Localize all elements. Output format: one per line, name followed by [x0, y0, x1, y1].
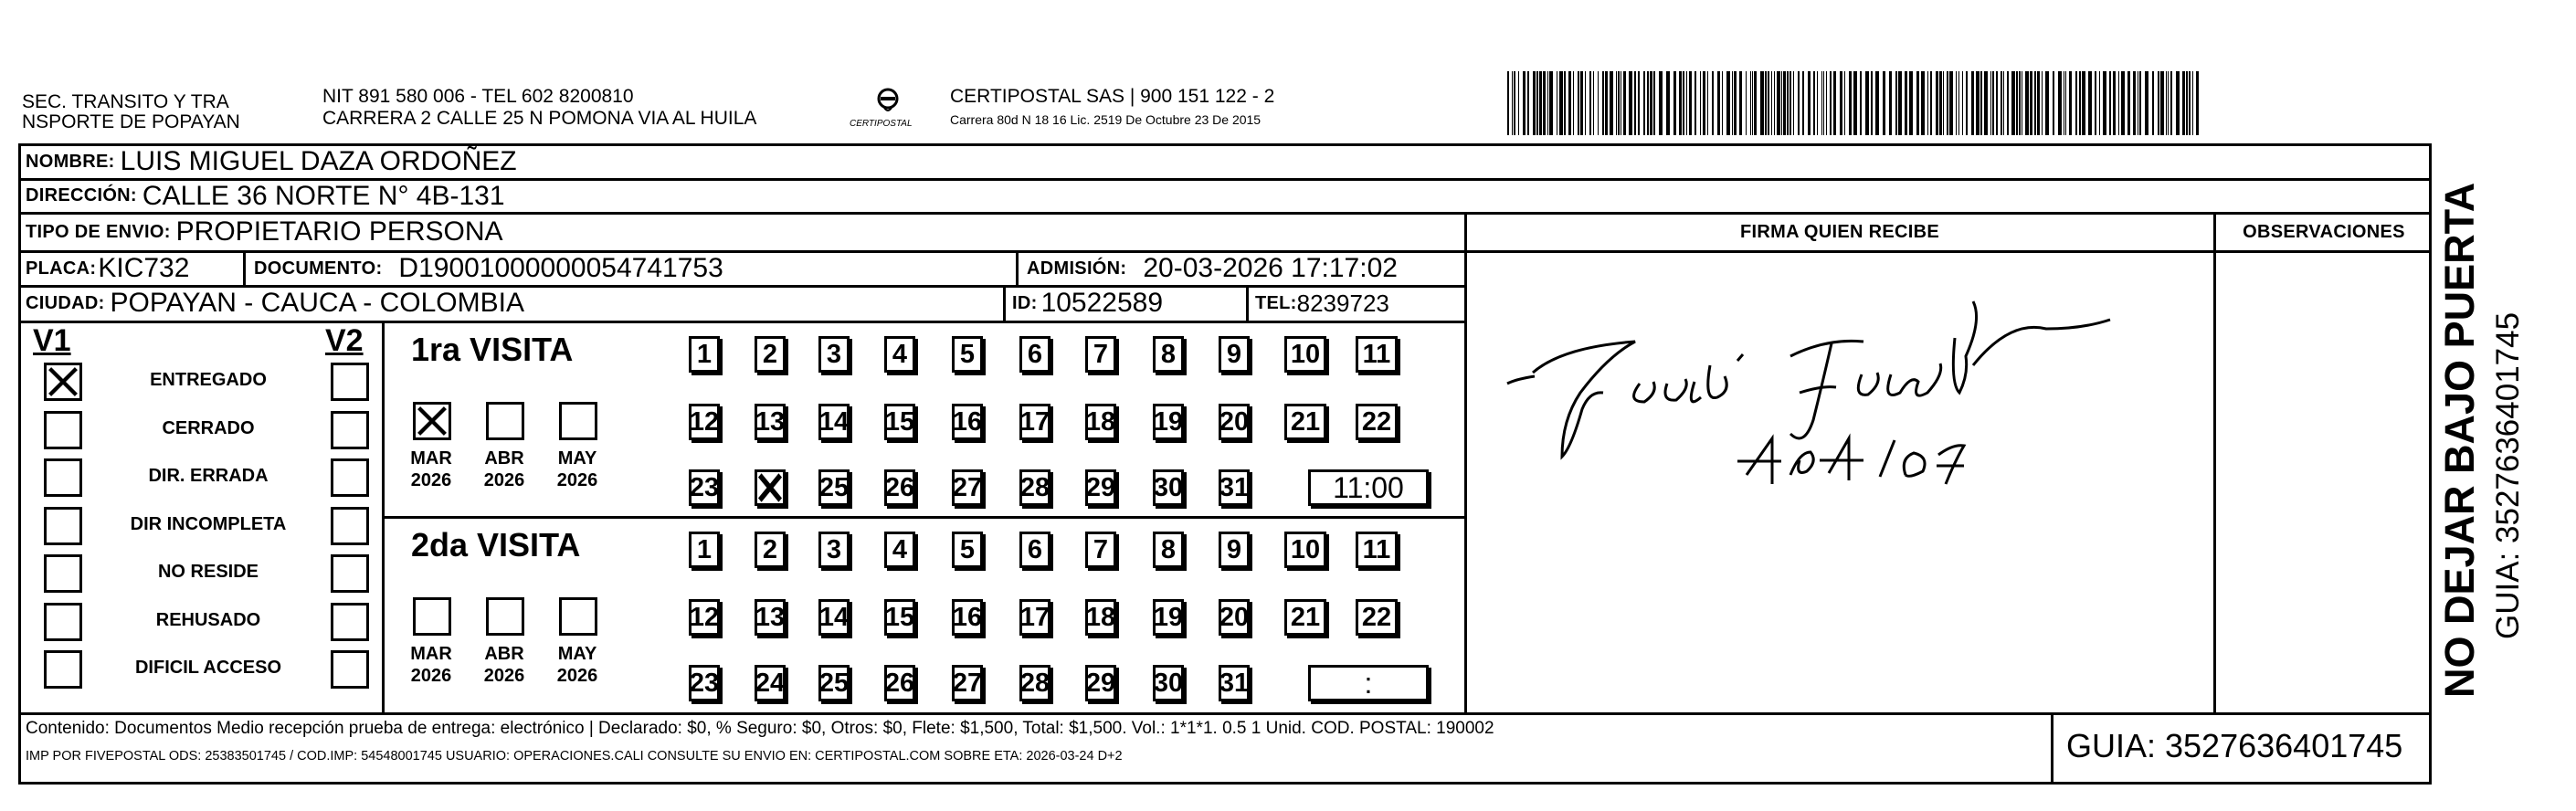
month-label: ABR 2026: [483, 448, 525, 490]
day-box[interactable]: 31: [1219, 469, 1250, 506]
day-box[interactable]: 26: [884, 469, 915, 506]
day-box[interactable]: 22: [1356, 404, 1398, 440]
footer-guia: GUIA: 3527636401745: [2066, 727, 2403, 764]
month-checkbox[interactable]: [413, 402, 451, 440]
placa-label: PLACA:: [26, 258, 97, 279]
day-box[interactable]: 30: [1153, 469, 1184, 506]
direccion-label: DIRECCIÓN:: [26, 185, 137, 205]
time-box[interactable]: 11:00: [1308, 469, 1429, 506]
firma-header: FIRMA QUIEN RECIBE: [1740, 221, 1939, 242]
status-label: REHUSADO: [155, 609, 261, 630]
day-box[interactable]: 11: [1356, 336, 1398, 373]
day-box[interactable]: 3: [818, 532, 850, 568]
day-box[interactable]: 18: [1085, 599, 1116, 636]
sender-line-1: SEC. TRANSITO Y TRA: [22, 91, 229, 112]
day-box[interactable]: 27: [952, 469, 983, 506]
first-visit-title: 1ra VISITA: [411, 331, 574, 368]
month-checkbox[interactable]: [486, 402, 524, 440]
day-box[interactable]: 5: [952, 336, 983, 373]
v1-label: V1: [33, 323, 71, 358]
v2-checkbox[interactable]: [331, 363, 369, 401]
ciudad-value: POPAYAN - CAUCA - COLOMBIA: [110, 288, 524, 318]
day-box[interactable]: 17: [1019, 404, 1050, 440]
month-label: MAR 2026: [410, 448, 452, 490]
day-box[interactable]: [755, 469, 786, 506]
day-box[interactable]: 12: [689, 404, 720, 440]
month-label: ABR 2026: [483, 644, 525, 686]
month-checkbox[interactable]: [559, 597, 597, 636]
observaciones-header: OBSERVACIONES: [2243, 221, 2405, 242]
day-box[interactable]: 24: [755, 665, 786, 701]
status-label: NO RESIDE: [157, 562, 259, 582]
time-box[interactable]: :: [1308, 665, 1429, 701]
tel-label: TEL:: [1255, 292, 1297, 313]
day-box[interactable]: 1: [689, 532, 720, 568]
status-label: DIR INCOMPLETA: [130, 513, 287, 534]
barcode: [1507, 71, 2201, 135]
footer-imp: IMP POR FIVEPOSTAL ODS: 25383501745 / COD.IMP: 54548001745 USUARIO: OPERACIONES.CALI CONSULTE SU ENVIO EN: CERTIPOSTAL.COM SOBRE ETA: 2026-03-24 D+2: [26, 749, 1123, 764]
month-checkbox[interactable]: [559, 402, 597, 440]
day-box[interactable]: 9: [1219, 532, 1250, 568]
v2-label: V2: [325, 323, 364, 358]
day-box[interactable]: 13: [755, 404, 786, 440]
v2-checkbox[interactable]: [331, 507, 369, 545]
day-box[interactable]: 22: [1356, 599, 1398, 636]
v2-checkbox[interactable]: [331, 650, 369, 689]
v1-checkbox[interactable]: [44, 363, 82, 401]
sender-line-2: NSPORTE DE POPAYAN: [22, 111, 240, 132]
v1-checkbox[interactable]: [44, 411, 82, 449]
day-box[interactable]: 16: [952, 404, 983, 440]
day-box[interactable]: 30: [1153, 665, 1184, 701]
nombre-label: NOMBRE:: [26, 151, 115, 172]
documento-label: DOCUMENTO:: [254, 258, 383, 279]
v1-checkbox[interactable]: [44, 458, 82, 497]
status-label: ENTREGADO: [150, 370, 267, 390]
day-box[interactable]: 12: [689, 599, 720, 636]
day-box[interactable]: 29: [1085, 469, 1116, 506]
month-checkbox[interactable]: [486, 597, 524, 636]
day-box[interactable]: 23: [689, 469, 720, 506]
v2-checkbox[interactable]: [331, 603, 369, 641]
status-label: DIFICIL ACCESO: [134, 658, 281, 678]
day-box[interactable]: 18: [1085, 404, 1116, 440]
day-box[interactable]: 21: [1284, 404, 1326, 440]
day-box[interactable]: 29: [1085, 665, 1116, 701]
status-label: CERRADO: [162, 417, 255, 438]
recipient-signature: [1498, 265, 2192, 530]
month-label: MAY 2026: [556, 448, 598, 490]
no-dejar-warning: NO DEJAR BAJO PUERTA: [2436, 182, 2483, 698]
v1-checkbox[interactable]: [44, 507, 82, 545]
nit-line: NIT 891 580 006 - TEL 602 8200810: [322, 86, 634, 107]
day-box[interactable]: 1: [689, 336, 720, 373]
v2-checkbox[interactable]: [331, 554, 369, 593]
day-box[interactable]: 14: [818, 599, 850, 636]
day-box[interactable]: 11: [1356, 532, 1398, 568]
day-box[interactable]: 3: [818, 336, 850, 373]
status-label: DIR. ERRADA: [148, 466, 269, 486]
day-box[interactable]: 6: [1019, 336, 1050, 373]
day-box[interactable]: 10: [1284, 532, 1326, 568]
certipostal-logo: [844, 88, 932, 133]
ciudad-label: CIUDAD:: [26, 292, 105, 313]
day-box[interactable]: 28: [1019, 665, 1050, 701]
direccion-value: CALLE 36 NORTE N° 4B-131: [142, 180, 505, 211]
side-guia: GUIA: 3527636401745: [2490, 311, 2526, 639]
day-box[interactable]: 8: [1153, 336, 1184, 373]
day-box[interactable]: 26: [884, 665, 915, 701]
day-box[interactable]: 23: [689, 665, 720, 701]
nombre-value: LUIS MIGUEL DAZA ORDOÑEZ: [120, 146, 517, 176]
month-checkbox[interactable]: [413, 597, 451, 636]
signature-id-text: 4641407: [1498, 267, 1502, 268]
day-box[interactable]: 19: [1153, 404, 1184, 440]
day-box[interactable]: 15: [884, 404, 915, 440]
logo-text: CERTIPOSTAL: [850, 119, 913, 129]
day-box[interactable]: 25: [818, 469, 850, 506]
day-box[interactable]: 25: [818, 665, 850, 701]
admision-value: 20-03-2026 17:17:02: [1143, 253, 1398, 283]
placa-value: KIC732: [98, 253, 190, 283]
day-box[interactable]: 20: [1219, 599, 1250, 636]
admision-label: ADMISIÓN:: [1027, 258, 1127, 279]
v2-checkbox[interactable]: [331, 458, 369, 497]
day-box[interactable]: 4: [884, 336, 915, 373]
second-visit-title: 2da VISITA: [411, 526, 581, 563]
footer-contenido: Contenido: Documentos Medio recepción prueba de entrega: electrónico | Declarado: $0, % Seguro: $0, Otros: $0, Flete: $1,500, Total: $1,500. Vol.: 1*1*1. 0.5 1 Unid. COD. POSTAL: 190002: [26, 719, 1494, 738]
day-box[interactable]: 17: [1019, 599, 1050, 636]
day-box[interactable]: 14: [818, 404, 850, 440]
tel-value: 8239723: [1296, 289, 1389, 317]
day-box[interactable]: 10: [1284, 336, 1326, 373]
v2-checkbox[interactable]: [331, 411, 369, 449]
day-box[interactable]: 6: [1019, 532, 1050, 568]
day-box[interactable]: 2: [755, 532, 786, 568]
address-line: CARRERA 2 CALLE 25 N POMONA VIA AL HUILA: [322, 108, 757, 129]
carrier-license: Carrera 80d N 18 16 Lic. 2519 De Octubre 23 De 2015: [950, 112, 1262, 127]
day-box[interactable]: 19: [1153, 599, 1184, 636]
tipo-envio-label: TIPO DE ENVIO:: [26, 221, 171, 242]
documento-value: D19001000000054741753: [398, 253, 723, 283]
tipo-envio-value: PROPIETARIO PERSONA: [175, 216, 503, 247]
day-box[interactable]: 9: [1219, 336, 1250, 373]
day-box[interactable]: 8: [1153, 532, 1184, 568]
day-box[interactable]: 27: [952, 665, 983, 701]
day-box[interactable]: 5: [952, 532, 983, 568]
v1-checkbox[interactable]: [44, 603, 82, 641]
month-label: MAY 2026: [556, 644, 598, 686]
day-box[interactable]: 31: [1219, 665, 1250, 701]
day-box[interactable]: 15: [884, 599, 915, 636]
id-label: ID:: [1012, 292, 1038, 313]
carrier-line: CERTIPOSTAL SAS | 900 151 122 - 2: [950, 86, 1275, 107]
id-value: 10522589: [1040, 288, 1164, 318]
day-box[interactable]: 21: [1284, 599, 1326, 636]
day-box[interactable]: 7: [1085, 336, 1116, 373]
month-label: MAR 2026: [410, 644, 452, 686]
day-box[interactable]: 28: [1019, 469, 1050, 506]
day-box[interactable]: 7: [1085, 532, 1116, 568]
day-box[interactable]: 4: [884, 532, 915, 568]
v1-checkbox[interactable]: [44, 650, 82, 689]
day-box[interactable]: 16: [952, 599, 983, 636]
day-box[interactable]: 20: [1219, 404, 1250, 440]
day-box[interactable]: 2: [755, 336, 786, 373]
signature-text: Sergio Fernandez: [1498, 265, 1505, 266]
day-box[interactable]: 13: [755, 599, 786, 636]
v1-checkbox[interactable]: [44, 554, 82, 593]
